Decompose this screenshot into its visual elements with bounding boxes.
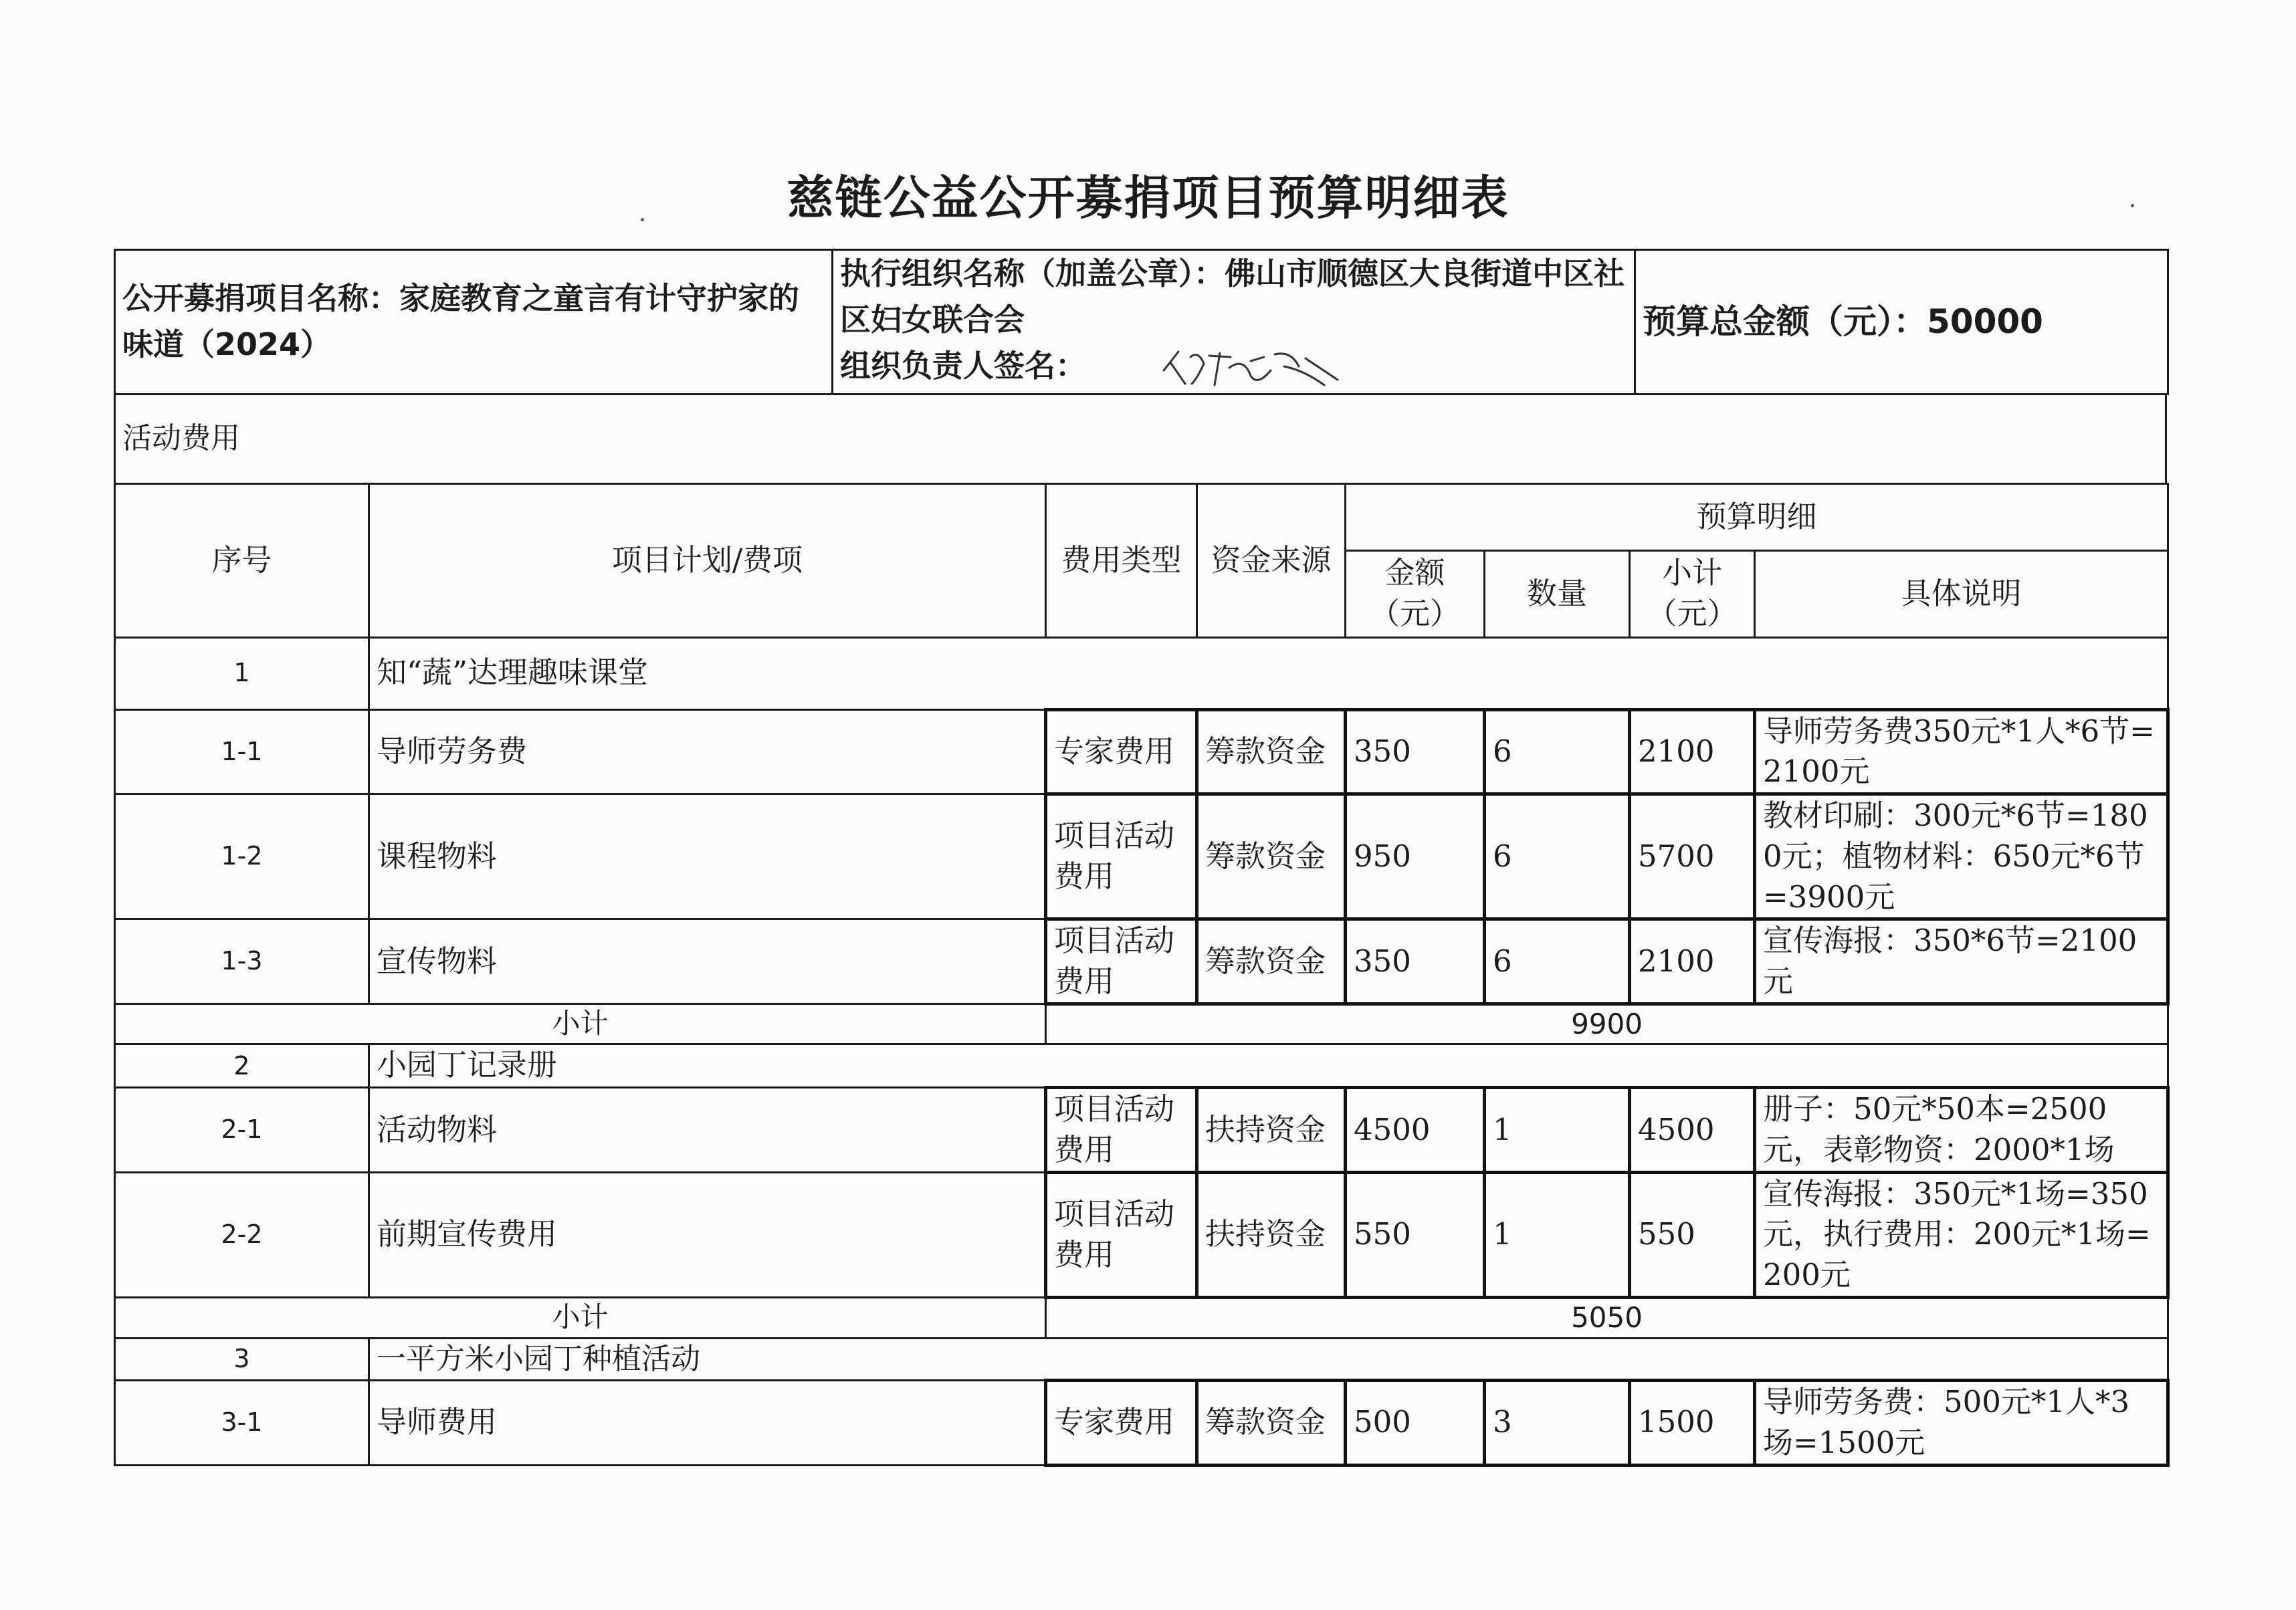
row-description: 导师劳务费350元*1人*6节=2100元 xyxy=(1755,709,2168,794)
group-seq: 3 xyxy=(115,1338,369,1380)
row-amount: 350 xyxy=(1346,919,1485,1004)
row-quantity: 1 xyxy=(1485,1088,1630,1173)
budget-sheet xyxy=(114,249,2167,1467)
signer-label: 组织负责人签名： xyxy=(840,348,1086,384)
row-type: 项目活动费用 xyxy=(1046,794,1197,919)
scan-speck xyxy=(2131,204,2134,207)
row-description: 导师劳务费：500元*1人*3场=1500元 xyxy=(1755,1381,2168,1466)
table-row xyxy=(115,1088,2168,1173)
row-quantity: 6 xyxy=(1485,794,1630,919)
row-quantity: 6 xyxy=(1485,709,1630,794)
group-seq: 1 xyxy=(115,637,369,709)
col-header-subtotal: 小计（元） xyxy=(1630,550,1755,637)
row-quantity: 1 xyxy=(1485,1172,1630,1297)
subtotal-label: 小计 xyxy=(115,1004,1046,1044)
col-header-item: 项目计划/费项 xyxy=(369,483,1046,637)
subtotal-row xyxy=(115,1297,2168,1338)
project-name: 公开募捐项目名称：家庭教育之童言有计守护家的味道（2024） xyxy=(122,280,799,363)
row-amount: 350 xyxy=(1346,709,1485,794)
row-description: 册子：50元*50本=2500元，表彰物资：2000*1场 xyxy=(1755,1088,2168,1173)
row-seq: 1-3 xyxy=(115,919,369,1004)
group-name: 知“蔬”达理趣味课堂 xyxy=(369,637,2168,709)
row-description: 宣传海报：350*6节=2100元 xyxy=(1755,919,2168,1004)
group-row xyxy=(115,637,2168,709)
subtotal-row xyxy=(115,1004,2168,1044)
row-item: 宣传物料 xyxy=(369,919,1046,1004)
col-header-detail-group: 预算明细 xyxy=(1346,483,2168,550)
org-name: 执行组织名称（加盖公章）：佛山市顺德区大良街道中区社区妇女联合会 xyxy=(840,255,1625,338)
col-header-seq: 序号 xyxy=(115,483,369,637)
row-item: 导师劳务费 xyxy=(369,709,1046,794)
row-subtotal: 550 xyxy=(1630,1172,1755,1297)
row-source: 筹款资金 xyxy=(1197,1381,1346,1466)
col-header-source: 资金来源 xyxy=(1197,483,1346,637)
row-type: 专家费用 xyxy=(1046,1381,1197,1466)
table-row xyxy=(115,919,2168,1004)
group-name: 一平方米小园丁种植活动 xyxy=(369,1338,2168,1380)
row-type: 专家费用 xyxy=(1046,709,1197,794)
row-description: 教材印刷：300元*6节=1800元；植物材料：650元*6节=3900元 xyxy=(1755,794,2168,919)
col-header-type: 费用类型 xyxy=(1046,483,1197,637)
group-name: 小园丁记录册 xyxy=(369,1044,2168,1088)
subtotal-value: 9900 xyxy=(1046,1004,2168,1044)
row-seq: 2-1 xyxy=(115,1088,369,1173)
row-subtotal: 2100 xyxy=(1630,709,1755,794)
subtotal-label: 小计 xyxy=(115,1297,1046,1338)
row-item: 导师费用 xyxy=(369,1381,1046,1466)
row-source: 筹款资金 xyxy=(1197,794,1346,919)
row-amount: 950 xyxy=(1346,794,1485,919)
section-label: 活动费用 xyxy=(115,394,2166,483)
row-seq: 1-1 xyxy=(115,709,369,794)
signature-scribble-icon xyxy=(1150,344,1351,393)
row-description: 宣传海报：350元*1场=350元，执行费用：200元*1场=200元 xyxy=(1755,1172,2168,1297)
row-item: 前期宣传费用 xyxy=(369,1172,1046,1297)
table-row xyxy=(115,794,2168,919)
group-seq: 2 xyxy=(115,1044,369,1088)
row-subtotal: 2100 xyxy=(1630,919,1755,1004)
group-row xyxy=(115,1338,2168,1380)
row-subtotal: 5700 xyxy=(1630,794,1755,919)
row-quantity: 6 xyxy=(1485,919,1630,1004)
page-title: 慈链公益公开募捐项目预算明细表 xyxy=(787,170,1509,225)
col-header-quantity: 数量 xyxy=(1485,550,1630,637)
row-source: 扶持资金 xyxy=(1197,1172,1346,1297)
col-header-amount: 金额（元） xyxy=(1346,550,1485,637)
col-header-description: 具体说明 xyxy=(1755,550,2168,637)
row-amount: 500 xyxy=(1346,1381,1485,1466)
row-type: 项目活动费用 xyxy=(1046,919,1197,1004)
row-source: 扶持资金 xyxy=(1197,1088,1346,1173)
row-source: 筹款资金 xyxy=(1197,709,1346,794)
signer-row xyxy=(840,343,1627,393)
budget-total-cell xyxy=(1635,250,2168,394)
table-row xyxy=(115,709,2168,794)
row-subtotal: 1500 xyxy=(1630,1381,1755,1466)
project-name-cell xyxy=(115,250,833,394)
budget-table xyxy=(114,483,2170,1467)
row-seq: 2-2 xyxy=(115,1172,369,1297)
table-row xyxy=(115,1172,2168,1297)
subtotal-value: 5050 xyxy=(1046,1297,2168,1338)
signature xyxy=(1150,344,1351,393)
scan-speck xyxy=(641,218,644,221)
row-type: 项目活动费用 xyxy=(1046,1088,1197,1173)
header-table xyxy=(114,249,2169,395)
row-item: 活动物料 xyxy=(369,1088,1046,1173)
row-amount: 4500 xyxy=(1346,1088,1485,1173)
row-source: 筹款资金 xyxy=(1197,919,1346,1004)
row-subtotal: 4500 xyxy=(1630,1088,1755,1173)
row-seq: 1-2 xyxy=(115,794,369,919)
section-table xyxy=(114,393,2167,485)
table-row xyxy=(115,1381,2168,1466)
budget-total: 预算总金额（元）：50000 xyxy=(1643,302,2043,341)
row-type: 项目活动费用 xyxy=(1046,1172,1197,1297)
org-cell xyxy=(833,250,1635,394)
row-item: 课程物料 xyxy=(369,794,1046,919)
row-amount: 550 xyxy=(1346,1172,1485,1297)
row-quantity: 3 xyxy=(1485,1381,1630,1466)
group-row xyxy=(115,1044,2168,1088)
row-seq: 3-1 xyxy=(115,1381,369,1466)
